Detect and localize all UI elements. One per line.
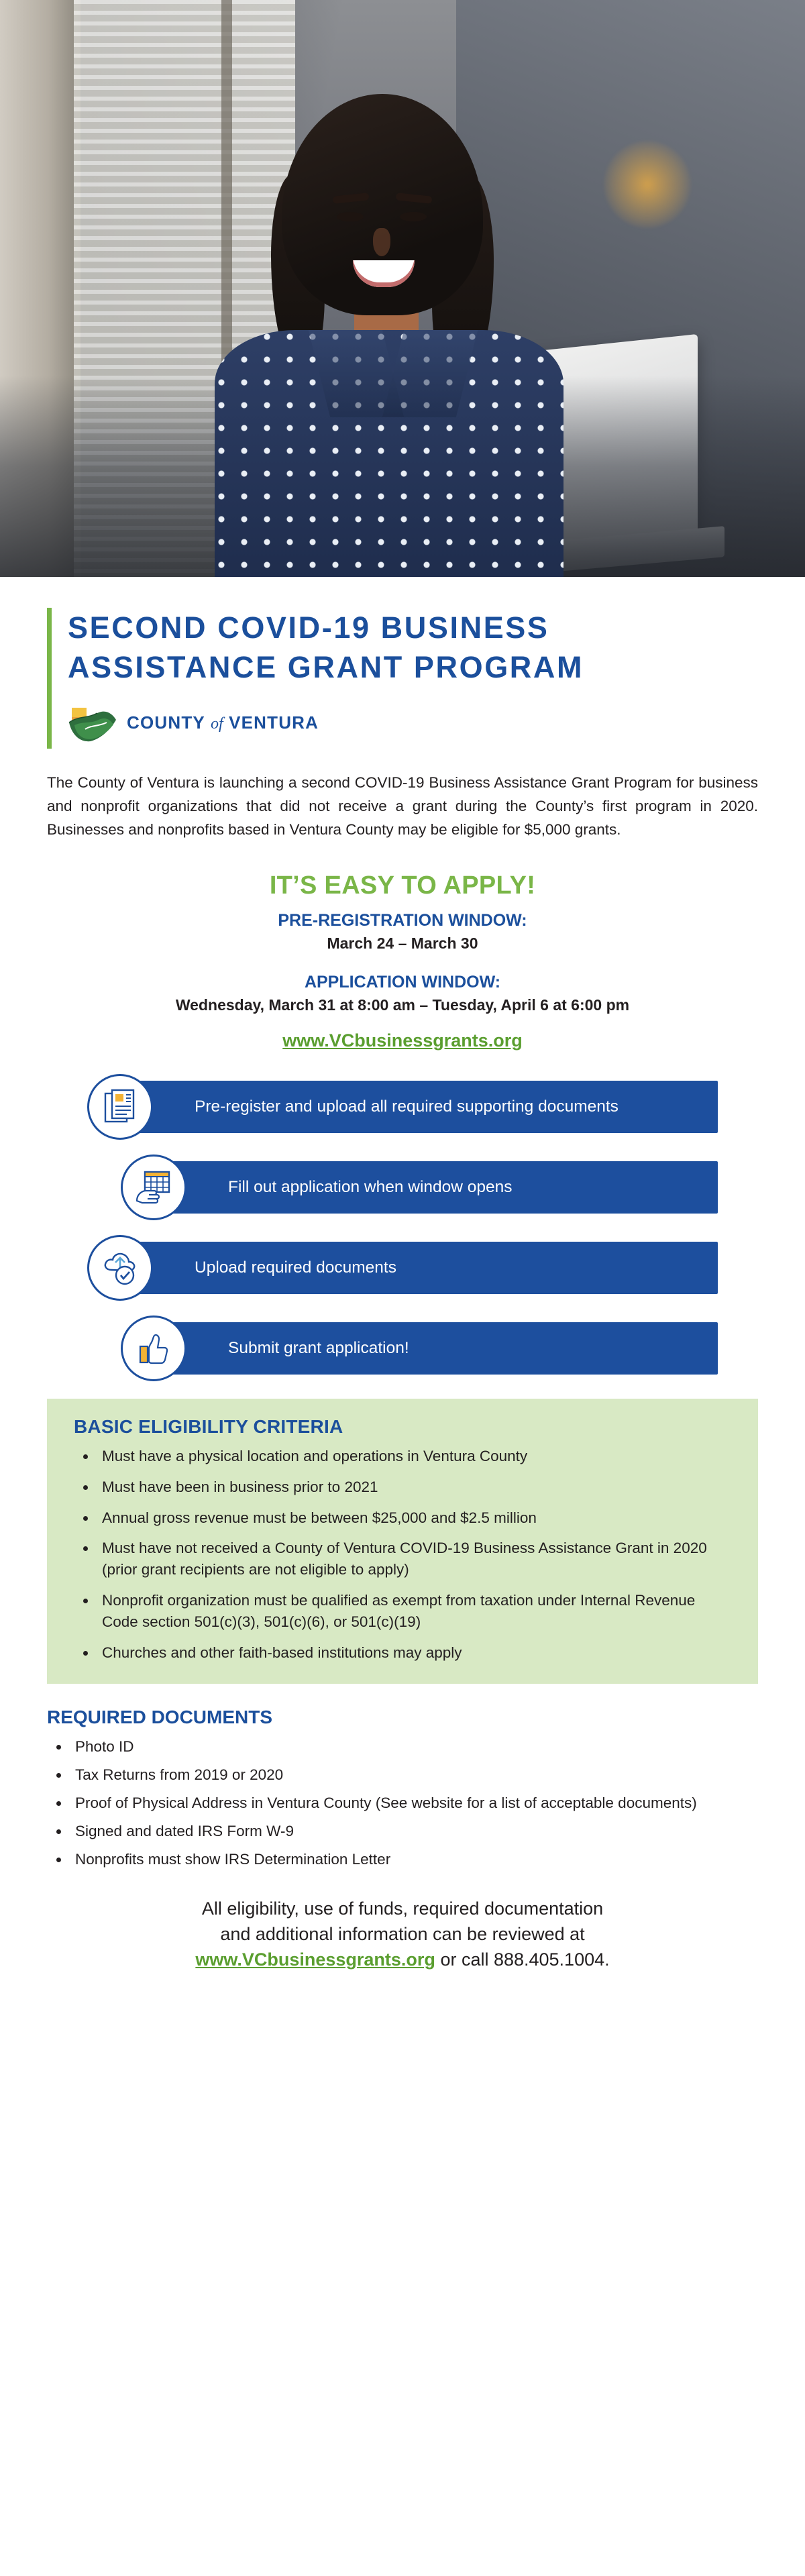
document-upload-icon: [87, 1074, 153, 1140]
eye-left-decor: [337, 212, 364, 221]
page-title: SECOND COVID-19 BUSINESS ASSISTANCE GRANT PROGRAM: [68, 610, 584, 685]
footer-line-3: [47, 1947, 758, 1972]
step-bar: [168, 1322, 718, 1375]
person-illustration: [201, 94, 577, 577]
step-bar: [168, 1161, 718, 1214]
calendar-hand-icon: [121, 1155, 186, 1220]
list-item: • Signed and dated IRS Form W-9: [70, 1821, 758, 1842]
step-item[interactable]: [47, 1235, 758, 1301]
logo-of-word: of: [210, 715, 223, 733]
footer-line-1: All eligibility, use of funds, required documentation: [201, 1898, 604, 1919]
county-logo-text: [127, 712, 319, 733]
title-block: [47, 608, 758, 749]
list-item: • Must have been in business prior to 2021: [97, 1477, 731, 1498]
logo-county-word: COUNTY: [127, 712, 205, 733]
prereg-window-label: PRE-REGISTRATION WINDOW:: [278, 910, 527, 930]
list-item: • Nonprofits must show IRS Determination Letter: [70, 1849, 758, 1870]
application-window-label: APPLICATION WINDOW:: [304, 972, 501, 991]
lamp-glow-decor: [604, 141, 691, 228]
step-item[interactable]: [47, 1316, 758, 1381]
steps-list: [47, 1074, 758, 1381]
list-item: • Must have not received a County of Ventura COVID-19 Business Assistance Grant in 2020 (prior grant recipients are not eligible to apply): [97, 1538, 731, 1580]
eye-right-decor: [400, 212, 427, 221]
nose-decor: [373, 228, 390, 256]
step-label: Upload required documents: [195, 1258, 396, 1277]
required-documents-heading: REQUIRED DOCUMENTS: [47, 1707, 273, 1728]
required-documents-section: [47, 1707, 758, 1870]
step-label: Submit grant application!: [228, 1338, 409, 1357]
step-bar: [134, 1081, 718, 1133]
thumbs-up-icon: [121, 1316, 186, 1381]
cloud-upload-check-icon: [87, 1235, 153, 1301]
footer-line-2: and additional information can be reviewed at: [220, 1924, 585, 1945]
flyer-content: [0, 608, 805, 1993]
step-item[interactable]: [47, 1074, 758, 1140]
intro-paragraph: The County of Ventura is launching a second COVID-19 Business Assistance Grant Program for business and nonprofit organizations that did not receive a grant during the County’s first program in 2020. Businesses and nonprofits based in Ventura County may be eligible for $5,000 grants.: [47, 774, 758, 838]
apply-headline: IT’S EASY TO APPLY!: [269, 871, 536, 900]
county-logo: [68, 702, 758, 744]
primary-website-link[interactable]: www.VCbusinessgrants.org: [282, 1030, 523, 1051]
required-documents-list: [47, 1736, 758, 1870]
prereg-window-dates: March 24 – March 30: [327, 934, 478, 952]
step-label: Fill out application when window opens: [228, 1177, 513, 1196]
step-item[interactable]: [47, 1155, 758, 1220]
list-item: • Churches and other faith-based institutions may apply: [97, 1642, 731, 1664]
footer-block: [47, 1896, 758, 1993]
list-item: • Annual gross revenue must be between $25,000 and $2.5 million: [97, 1507, 731, 1529]
step-bar: [134, 1242, 718, 1294]
eligibility-panel: [47, 1399, 758, 1684]
hero-photo: [0, 0, 805, 577]
logo-ventura-word: VENTURA: [229, 712, 319, 733]
footer-phone-text: or call 888.405.1004.: [440, 1949, 610, 1970]
list-item: • Tax Returns from 2019 or 2020: [70, 1764, 758, 1786]
application-window-dates: Wednesday, March 31 at 8:00 am – Tuesday, April 6 at 6:00 pm: [175, 996, 630, 1014]
list-item: • Must have a physical location and operations in Ventura County: [97, 1446, 731, 1467]
list-item: • Nonprofit organization must be qualified as exempt from taxation under Internal Revenue Code section 501(c)(3), 501(c)(6), or 501(c)(19): [97, 1590, 731, 1633]
list-item: • Proof of Physical Address in Ventura County (See website for a list of acceptable documents): [70, 1792, 758, 1814]
step-label: Pre-register and upload all required supporting documents: [195, 1097, 619, 1116]
title-accent-bar: [47, 608, 52, 749]
footer-website-link[interactable]: www.VCbusinessgrants.org: [195, 1949, 435, 1970]
eligibility-list: [74, 1446, 731, 1664]
eligibility-heading: BASIC ELIGIBILITY CRITERIA: [74, 1415, 343, 1437]
list-item: • Photo ID: [70, 1736, 758, 1758]
ventura-county-seal-icon: [68, 702, 117, 744]
